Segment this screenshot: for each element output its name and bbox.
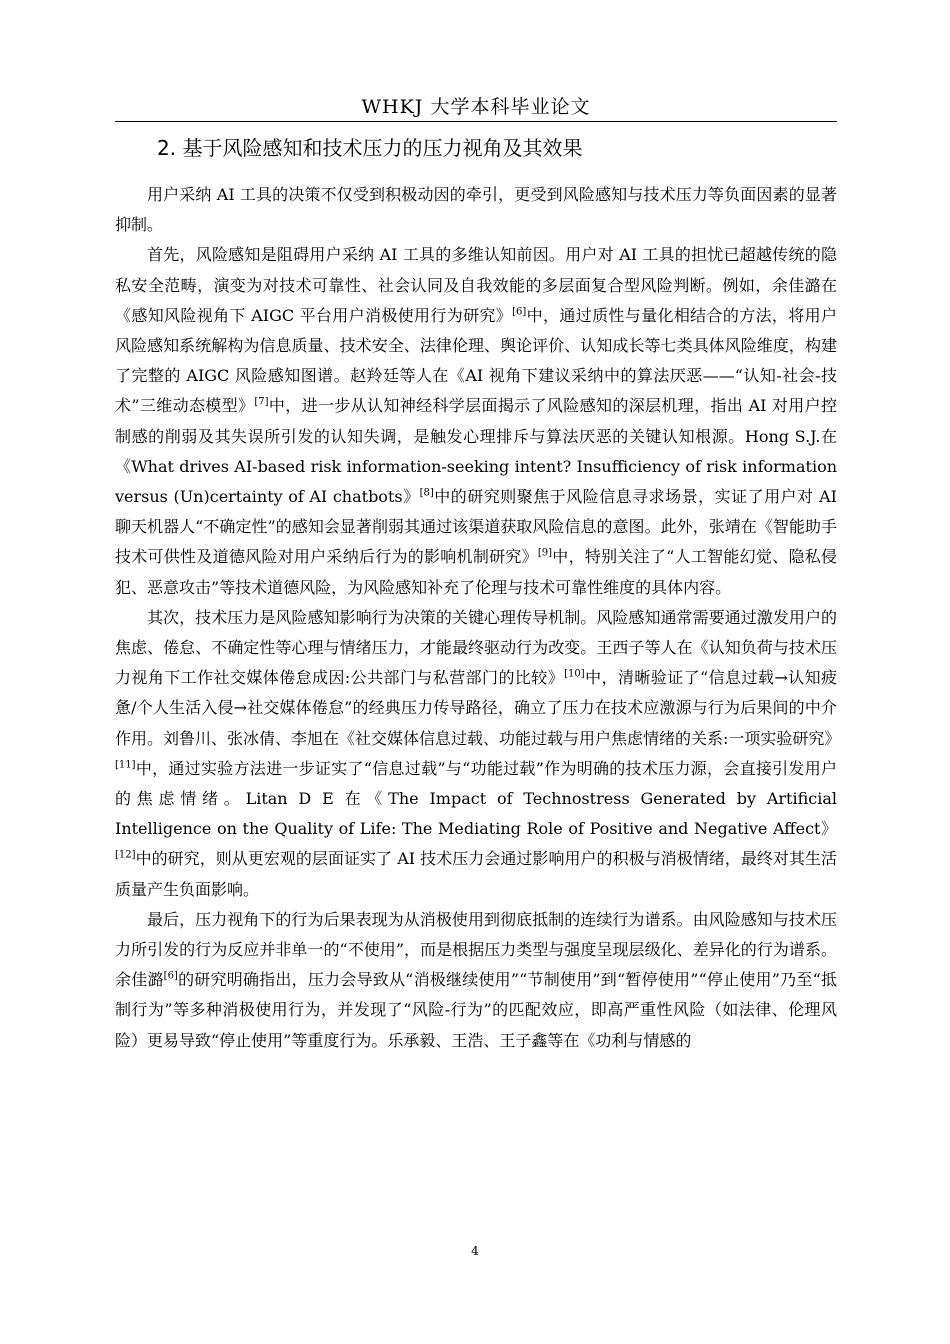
paragraph (115, 603, 841, 905)
citation-ref: [12] (115, 850, 136, 862)
text-run: 最后，压力视角下的行为后果表现为从消极使用到彻底抵制的连续行为谱系。由风险感知与技术压力所引发的行为反应并非单一的“不使用”，而是根据压力类型与强度呈现层级化、差异化的行为谱系。余佳潞 (115, 909, 837, 990)
text-run: 中的研究则聚焦于风险信息寻求场景，实证了用户对 AI 聊天机器人“不确定性”的感知会显著削弱其通过该渠道获取风险信息的意图。此外，张靖在《智能助手技术可供性及道德风险对用户采纳后行为的影响机制研究》 (115, 487, 837, 567)
citation-ref: [6] (163, 970, 178, 982)
text-run: 中，清晰验证了“信息过载→认知疲惫/个人生活入侵→社交媒体倦怠”的经典压力传导路径，确立了压力在技术应激源与行为后果间的中介作用。刘鲁川、张冰倩、李旭在《社交媒体信息过载、功能过载与用户焦虑情绪的关系:一项实验研究》 (115, 668, 841, 748)
paragraph (115, 240, 837, 602)
citation-ref: [9] (537, 548, 553, 560)
section-heading: 2. 基于风险感知和技术压力的压力视角及其效果 (157, 136, 583, 160)
citation-ref: [6] (512, 306, 527, 318)
text-run: 首先，风险感知是阻碍用户采纳 AI 工具的多维认知前因。用户对 AI 工具的担忧已超越传统的隐私安全范畴，演变为对技术可靠性、社会认同及自我效能的多层面复合型风险判断。例如，余佳潞在《感知风险视角下 AIGC 平台用户消极使用行为研究》 (115, 245, 837, 325)
page-number: 4 (471, 1244, 479, 1258)
paragraph (115, 905, 837, 1056)
citation-ref: [8] (419, 487, 434, 499)
body-text (115, 180, 841, 1056)
text-run: 中，特别关注了“人工智能幻觉、隐私侵犯、恶意攻击”等技术道德风险，为风险感知补充了伦理与技术可靠性维度的具体内容。 (115, 547, 837, 597)
text-run: 用户采纳 AI 工具的决策不仅受到积极动因的牵引，更受到风险感知与技术压力等负面因素的显著抑制。 (115, 185, 837, 235)
citation-ref: [7] (254, 397, 269, 409)
page-header: WHKJ 大学本科毕业论文 (361, 96, 591, 118)
text-run: 其次，技术压力是风险感知影响行为决策的关键心理传导机制。风险感知通常需要通过激发用户的焦虑、倦怠、不确定性等心理与情绪压力，才能最终驱动行为改变。王西子等人在《认知负荷与技术压力视角下工作社交媒体倦怠成因:公共部门与私营部门的比较》 (115, 607, 837, 688)
text-run: 中，通过质性与量化相结合的方法，将用户风险感知系统解构为信息质量、技术安全、法律伦理、舆论评价、认知成长等七类具体风险维度，构建了完整的 AIGC 风险感知图谱。赵羚廷等人在《AI 视角下建议采纳中的算法厌恶——“认知-社会-技术”三维动态模型》 (115, 305, 837, 416)
paragraph (115, 180, 837, 240)
text-run: 中，通过实验方法进一步证实了“信息过载”与“功能过载”作为明确的技术压力源，会直接引发用户的焦虑情绪。Litan D E 在《The Impact of Technostress Generated by Artificial Intelligence on the Quality of Life: The Mediating Role of Positive and Negative Affect》 (115, 758, 837, 839)
text-run: 的研究明确指出，压力会导致从“消极继续使用”“节制使用”到“暂停使用”“停止使用”乃至“抵制行为”等多种消极使用行为，并发现了“风险-行为”的匹配效应，即高严重性风险（如法律、伦理风险）更易导致“停止使用”等重度行为。乐承毅、王浩、王子鑫等在《功利与情感的 (115, 970, 837, 1050)
text-run: 中的研究，则从更宏观的层面证实了 AI 技术压力会通过影响用户的积极与消极情绪，最终对其生活质量产生负面影响。 (115, 849, 837, 899)
citation-ref: [11] (115, 759, 136, 771)
header-rule (115, 121, 837, 122)
citation-ref: [10] (564, 668, 585, 680)
text-run: 中，进一步从认知神经科学层面揭示了风险感知的深层机理，指出 AI 对用户控制感的削弱及其失误所引发的认知失调，是触发心理排斥与算法厌恶的关键认知根源。Hong S.J.在《What drives AI-based risk information-seeking intent? Insufficiency of risk information versus (Un)certainty of AI chatbots》 (115, 396, 837, 507)
